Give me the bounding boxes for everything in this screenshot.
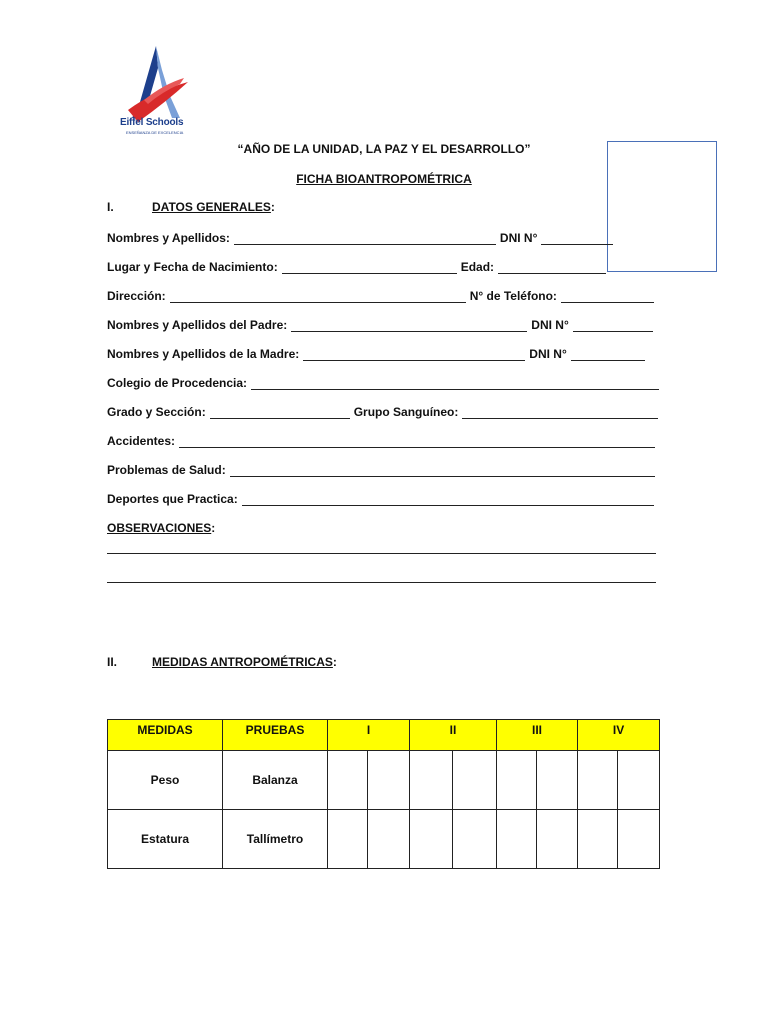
padre-label: Nombres y Apellidos del Padre: xyxy=(107,318,288,332)
section-title-text: DATOS GENERALES xyxy=(152,200,271,214)
deportes-blank[interactable] xyxy=(242,494,654,506)
dni-padre-blank[interactable] xyxy=(573,320,653,332)
field-row-madre xyxy=(107,345,649,361)
padre-blank[interactable] xyxy=(291,320,527,332)
field-row-nombres xyxy=(107,229,617,245)
prueba-cell: Tallímetro xyxy=(223,810,328,869)
field-row-direccion xyxy=(107,287,658,303)
medida-cell: Estatura xyxy=(108,810,223,869)
section-title-suffix: : xyxy=(332,655,337,669)
form-title: FICHA BIOANTROPOMÉTRICA xyxy=(296,172,472,186)
field-row-deportes xyxy=(107,490,658,506)
madre-label: Nombres y Apellidos de la Madre: xyxy=(107,347,300,361)
value-cell[interactable] xyxy=(497,810,537,869)
value-cell[interactable] xyxy=(368,810,410,869)
value-cell[interactable] xyxy=(578,751,618,810)
dni-blank[interactable] xyxy=(541,233,613,245)
field-row-grado xyxy=(107,403,662,419)
dni-padre-label: DNI N° xyxy=(531,318,569,332)
value-cell[interactable] xyxy=(410,810,453,869)
value-cell[interactable] xyxy=(453,810,497,869)
value-cell[interactable] xyxy=(410,751,453,810)
field-row-colegio xyxy=(107,374,663,390)
section-title xyxy=(152,655,337,669)
observaciones-label-suffix: : xyxy=(211,521,216,535)
madre-blank[interactable] xyxy=(303,349,525,361)
section-title-text: MEDIDAS ANTROPOMÉTRICAS xyxy=(152,655,333,669)
value-cell[interactable] xyxy=(618,751,660,810)
header-ii: II xyxy=(410,720,497,751)
measures-table xyxy=(107,719,660,869)
nombres-label: Nombres y Apellidos: xyxy=(107,231,230,245)
value-cell[interactable] xyxy=(453,751,497,810)
nombres-blank[interactable] xyxy=(234,233,496,245)
telefono-label: N° de Teléfono: xyxy=(469,289,557,303)
grupo-label: Grupo Sanguíneo: xyxy=(353,405,459,419)
header-i: I xyxy=(328,720,410,751)
edad-blank[interactable] xyxy=(498,262,606,274)
grupo-blank[interactable] xyxy=(462,407,658,419)
value-cell[interactable] xyxy=(537,810,578,869)
value-cell[interactable] xyxy=(537,751,578,810)
colegio-label: Colegio de Procedencia: xyxy=(107,376,248,390)
header-iv: IV xyxy=(578,720,660,751)
field-row-padre xyxy=(107,316,657,332)
photo-box xyxy=(607,141,717,272)
value-cell[interactable] xyxy=(328,810,368,869)
grado-blank[interactable] xyxy=(210,407,350,419)
header-iii: III xyxy=(497,720,578,751)
edad-label: Edad: xyxy=(460,260,495,274)
value-cell[interactable] xyxy=(618,810,660,869)
observaciones-heading xyxy=(107,519,219,535)
value-cell[interactable] xyxy=(497,751,537,810)
field-row-accidentes xyxy=(107,432,659,448)
problemas-label: Problemas de Salud: xyxy=(107,463,226,477)
direccion-label: Dirección: xyxy=(107,289,166,303)
header-pruebas: PRUEBAS xyxy=(223,720,328,751)
field-row-salud xyxy=(107,461,659,477)
observaciones-line-2[interactable] xyxy=(107,582,656,583)
value-cell[interactable] xyxy=(578,810,618,869)
section-number: II. xyxy=(107,655,118,669)
section-title xyxy=(152,200,275,214)
lugar-fecha-label: Lugar y Fecha de Nacimiento: xyxy=(107,260,278,274)
accidentes-label: Accidentes: xyxy=(107,434,176,448)
header-medidas: MEDIDAS xyxy=(108,720,223,751)
brand-tagline: ENSEÑANZA DE EXCELENCIA xyxy=(126,130,184,135)
dni-madre-blank[interactable] xyxy=(571,349,645,361)
lugar-fecha-blank[interactable] xyxy=(282,262,457,274)
table-header-row xyxy=(108,720,660,751)
field-row-nacimiento xyxy=(107,258,610,274)
prueba-cell: Balanza xyxy=(223,751,328,810)
colegio-blank[interactable] xyxy=(251,378,659,390)
table-row xyxy=(108,810,660,869)
observaciones-label-text: OBSERVACIONES xyxy=(107,521,212,535)
brand-name: Eiffel Schools xyxy=(120,117,184,128)
dni-label: DNI N° xyxy=(499,231,538,245)
observaciones-label xyxy=(107,521,219,535)
year-motto: “AÑO DE LA UNIDAD, LA PAZ Y EL DESARROLLO” xyxy=(237,142,531,156)
value-cell[interactable] xyxy=(328,751,368,810)
problemas-blank[interactable] xyxy=(230,465,655,477)
accidentes-blank[interactable] xyxy=(179,436,655,448)
telefono-blank[interactable] xyxy=(561,291,654,303)
grado-label: Grado y Sección: xyxy=(107,405,206,419)
medida-cell: Peso xyxy=(108,751,223,810)
observaciones-line-1[interactable] xyxy=(107,553,656,554)
deportes-label: Deportes que Practica: xyxy=(107,492,238,506)
value-cell[interactable] xyxy=(368,751,410,810)
section-number: I. xyxy=(107,200,114,214)
section-title-suffix: : xyxy=(270,200,275,214)
table-row xyxy=(108,751,660,810)
dni-madre-label: DNI N° xyxy=(529,347,567,361)
direccion-blank[interactable] xyxy=(170,291,466,303)
